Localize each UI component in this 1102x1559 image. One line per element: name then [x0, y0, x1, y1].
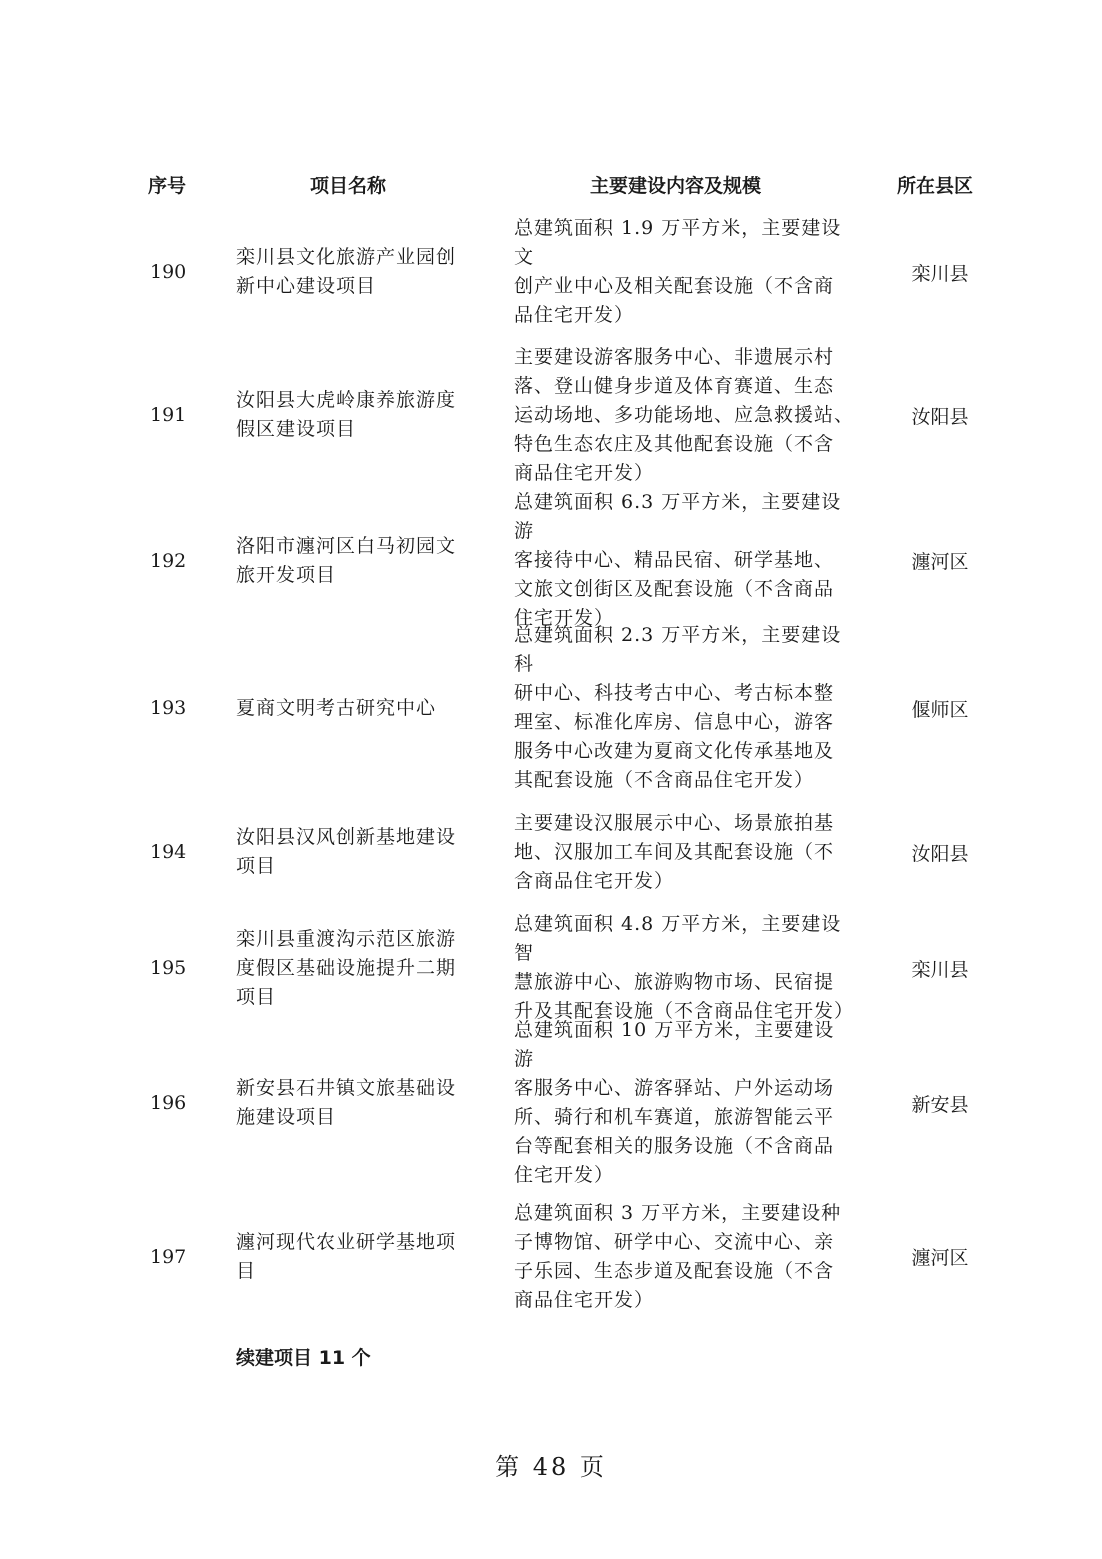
- row-county: 汝阳县: [911, 842, 969, 865]
- row-county: 偃师区: [911, 698, 969, 721]
- table-row: [0, 217, 1102, 326]
- row-no: 191: [150, 404, 187, 426]
- page-number: 第 48 页: [495, 1453, 607, 1481]
- row-no: 192: [150, 549, 187, 572]
- row-content: 主要建设汉服展示中心、场景旅拍基 地、汉服加工车间及其配套设施（不 含商品住宅开发）: [514, 811, 835, 892]
- table-row: [0, 808, 1102, 896]
- row-county: 栾川县: [911, 958, 969, 981]
- row-content: 总建筑面积 4.8 万平方米，主要建设智 慧旅游中心、旅游购物市场、民宿提 升及其配套设施（不含商品住宅开发）: [514, 913, 855, 1022]
- row-no: 197: [150, 1245, 187, 1268]
- row-content: 总建筑面积 1.9 万平方米，主要建设文 创产业中心及相关配套设施（不含商 品住宅开发）: [514, 217, 842, 326]
- row-name: 夏商文明考古研究中心: [236, 696, 437, 719]
- table-row: [0, 624, 1102, 791]
- row-county: 瀍河区: [911, 551, 969, 573]
- row-name: 栾川县重渡沟示范区旅游 度假区基础设施提升二期 项目: [236, 927, 457, 1008]
- table-header: [0, 170, 1102, 202]
- row-name: 汝阳县汉风创新基地建设 项目: [236, 826, 457, 877]
- row-county: 汝阳县: [911, 405, 969, 428]
- row-name: 洛阳市瀍河区白马初园文 旅开发项目: [236, 534, 457, 586]
- row-name: 新安县石井镇文旅基础设 施建设项目: [236, 1077, 457, 1128]
- row-no: 194: [150, 841, 187, 863]
- header-content: 主要建设内容及规模: [590, 175, 762, 197]
- row-name: 瀍河现代农业研学基地项 目: [236, 1230, 457, 1282]
- row-no: 195: [150, 957, 187, 979]
- row-name: 汝阳县大虎岭康养旅游度 假区建设项目: [236, 389, 457, 440]
- table-row: [0, 342, 1102, 488]
- table-row: [0, 1019, 1102, 1186]
- table-row: [0, 1198, 1102, 1315]
- row-name: 栾川县文化旅游产业园创 新中心建设项目: [236, 246, 457, 297]
- row-content: 总建筑面积 6.3 万平方米，主要建设游 客接待中心、精品民宿、研学基地、 文旅文创街区及配套设施（不含商品 住宅开发）: [514, 491, 842, 629]
- row-county: 瀍河区: [911, 1247, 969, 1269]
- row-content: 主要建设游客服务中心、非遗展示村 落、登山健身步道及体育赛道、生态 运动场地、多功能场地、应急救援站、 特色生态农庄及其他配套设施（不含 商品住宅开发）: [514, 345, 855, 484]
- row-county: 新安县: [911, 1093, 969, 1116]
- table-row: [0, 913, 1102, 1022]
- row-content: 总建筑面积 10 万平方米，主要建设游 客服务中心、游客驿站、户外运动场 所、骑行和机车赛道，旅游智能云平 台等配套相关的服务设施（不含商品 住宅开发）: [514, 1019, 835, 1186]
- section-heading-continued: 续建项目 11 个: [236, 1347, 371, 1369]
- row-content: 总建筑面积 3 万平方米，主要建设种 子博物馆、研学中心、交流中心、亲 子乐园、生态步道及配套设施（不含 商品住宅开发）: [514, 1201, 842, 1311]
- row-content: 总建筑面积 2.3 万平方米，主要建设科 研中心、科技考古中心、考古标本整 理室、标准化库房、信息中心，游客 服务中心改建为夏商文化传承基地及 其配套设施（不含商品住宅开发）: [514, 624, 842, 791]
- header-name: 项目名称: [310, 175, 387, 197]
- row-no: 196: [150, 1092, 187, 1114]
- row-county: 栾川县: [911, 262, 969, 285]
- header-no: 序号: [148, 175, 187, 197]
- row-no: 193: [150, 697, 187, 719]
- header-county: 所在县区: [897, 175, 974, 197]
- table-row: [0, 491, 1102, 629]
- row-no: 190: [150, 261, 187, 283]
